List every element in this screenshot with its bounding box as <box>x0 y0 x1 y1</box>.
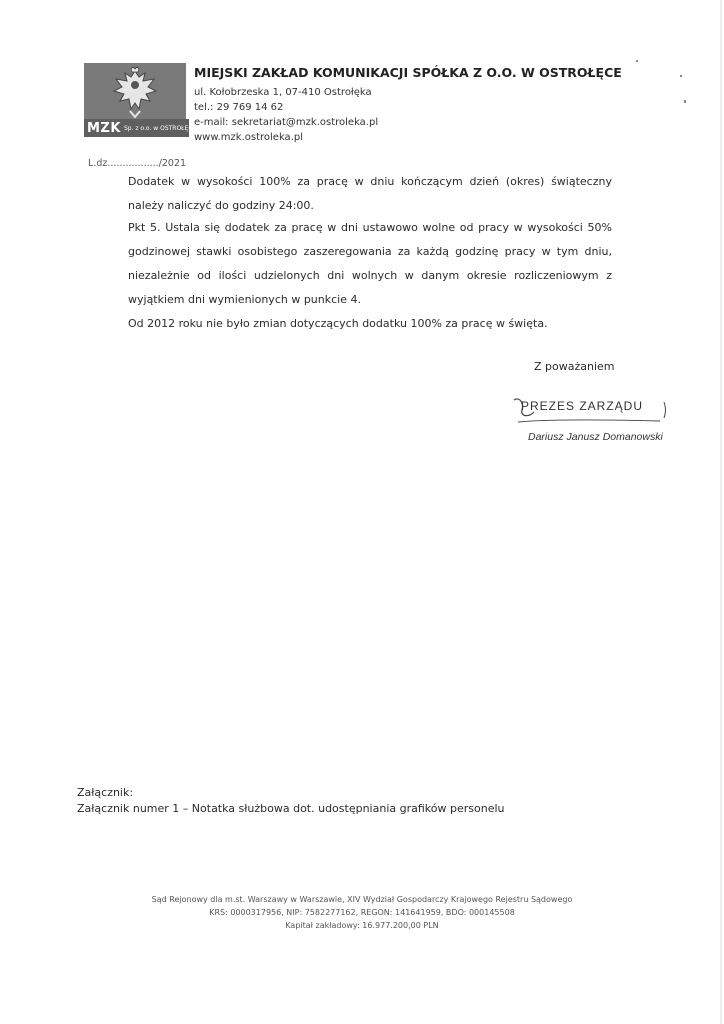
signatory-name: Dariusz Janusz Domanowski <box>528 431 663 443</box>
paragraph-2: Pkt 5. Ustala się dodatek za pracę w dni ustawowo wolne od pracy w wysokości 50% godzinowej stawki osobistego zaszeregowania za każdą godzinę pracy w tym dniu, niezależnie od ilości udzielonych dni wolnych w danym okresie rozliczeniowym z wyjątkiem dni wymienionych w punkcie 4. <box>128 221 612 306</box>
contact-block <box>194 85 378 145</box>
signatory-title: PREZES ZARZĄDU <box>521 399 644 413</box>
footer-line: KRS: 0000317956, NIP: 7582277162, REGON: 141641959, BDO: 000145508 <box>209 908 515 917</box>
company-website: www.mzk.ostroleka.pl <box>194 132 303 143</box>
attachment-item: Załącznik numer 1 – Notatka służbowa dot. udostępniania grafików personelu <box>77 802 505 815</box>
footer <box>0 893 724 932</box>
company-name: MIEJSKI ZAKŁAD KOMUNIKACJI SPÓŁKA Z O.O. W OSTROŁĘCE <box>194 65 622 80</box>
paragraph-1: Dodatek w wysokości 100% za pracę w dniu kończącym dzień (okres) świąteczny należy naliczyć do godziny 24:00. <box>128 175 612 212</box>
logo-subtext: Sp. z o.o. w OSTROŁĘCE <box>123 124 197 132</box>
scan-speck <box>680 75 682 77</box>
company-phone: tel.: 29 769 14 62 <box>194 102 284 113</box>
footer-line: Kapitał zakładowy: 16.977.200,00 PLN <box>285 921 439 930</box>
scan-edge <box>720 0 722 1024</box>
logo-text: MZK <box>87 120 121 136</box>
company-address: ul. Kołobrzeska 1, 07-410 Ostrołęka <box>194 87 372 98</box>
reference-number: L.dz................./2021 <box>88 158 187 169</box>
scan-speck <box>684 100 686 103</box>
scan-speck <box>636 60 638 62</box>
footer-line: Sąd Rejonowy dla m.st. Warszawy w Warszawie, XIV Wydział Gospodarczy Krajowego Rejestru Sądowego <box>151 895 573 904</box>
company-email: e-mail: sekretariat@mzk.ostroleka.pl <box>194 117 379 128</box>
closing-phrase: Z poważaniem <box>534 360 615 373</box>
paragraph-3: Od 2012 roku nie było zmian dotyczących dodatku 100% za pracę w święta. <box>128 317 548 330</box>
eagle-emblem-icon <box>110 67 160 119</box>
attachments-heading: Załącznik: <box>77 786 134 799</box>
company-logo <box>84 63 197 137</box>
